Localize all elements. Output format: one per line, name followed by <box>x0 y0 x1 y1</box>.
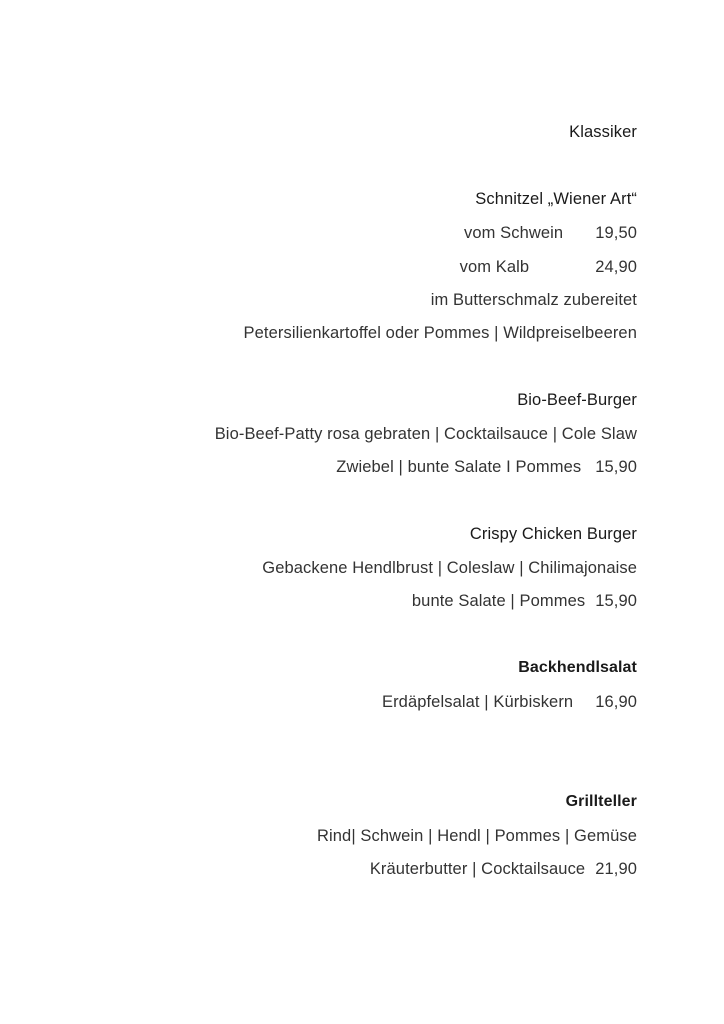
schnitzel-title: Schnitzel „Wiener Art“ <box>475 190 637 208</box>
burger-price: 15,90 <box>595 458 637 476</box>
grill-sides-text: Kräuterbutter | Cocktailsauce <box>369 860 586 878</box>
schnitzel-note: im Butterschmalz zubereitet <box>430 291 637 309</box>
backhendl-description <box>382 691 637 713</box>
schnitzel-option-pork <box>464 222 637 244</box>
burger-sides <box>336 456 637 478</box>
burger-title: Bio-Beef-Burger <box>517 391 637 409</box>
backhendl-description-text: Erdäpfelsalat | Kürbiskern <box>381 693 574 711</box>
grill-title: Grillteller <box>565 793 637 810</box>
grill-price: 21,90 <box>595 860 637 878</box>
chicken-sides <box>412 590 637 612</box>
schnitzel-sides: Petersilienkartoffel oder Pommes | Wildpreiselbeeren <box>243 324 637 342</box>
schnitzel-option-veal-price: 24,90 <box>595 258 637 276</box>
schnitzel-option-veal-label: vom Kalb <box>459 258 530 276</box>
backhendl-price: 16,90 <box>595 693 637 711</box>
grill-description: Rind| Schwein | Hendl | Pommes | Gemüse <box>316 827 637 845</box>
section-title: Klassiker <box>569 123 637 141</box>
chicken-title: Crispy Chicken Burger <box>469 525 637 543</box>
schnitzel-option-pork-label: vom Schwein <box>463 224 564 242</box>
chicken-sides-text: bunte Salate | Pommes <box>411 592 586 610</box>
schnitzel-option-pork-price: 19,50 <box>595 224 637 242</box>
backhendl-title: Backhendlsalat <box>518 659 637 676</box>
grill-sides <box>370 858 637 880</box>
chicken-description: Gebackene Hendlbrust | Coleslaw | Chilimajonaise <box>262 559 637 577</box>
burger-sides-text: Zwiebel | bunte Salate I Pommes <box>336 458 582 476</box>
chicken-price: 15,90 <box>595 592 637 610</box>
burger-description: Bio-Beef-Patty rosa gebraten | Cocktailsauce | Cole Slaw <box>214 425 637 443</box>
schnitzel-option-veal <box>460 256 637 278</box>
